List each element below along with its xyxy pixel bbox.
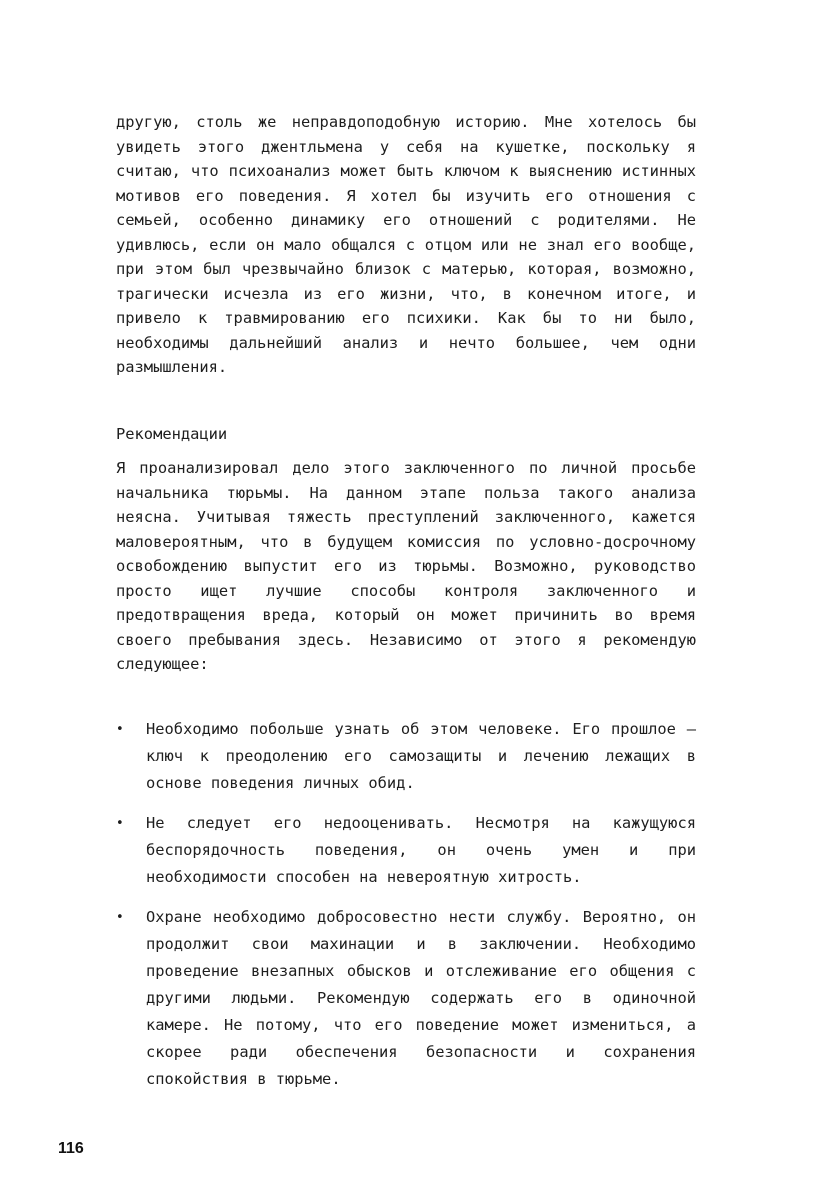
list-item-text: Необходимо побольше узнать об этом человеке. Его прошлое — ключ к преодолению его самозащиты и лечению лежащих в основе поведения личных обид. xyxy=(146,720,696,792)
section-heading: Рекомендации xyxy=(116,425,228,443)
body-paragraph-intro: другую, столь же неправдоподобную историю. Мне хотелось бы увидеть этого джентльмена у себя на кушетке, поскольку я считаю, что психоанализ может быть ключом к выяснению истинных мотивов его поведения. Я хотел бы изучить его отношения с семьей, особенно динамику его отношений с родителями. Не удивлюсь, если он мало общался с отцом или не знал его вообще, при этом был чрезвычайно близок с матерью, которая, возможно, трагически исчезла из его жизни, что, в конечном итоге, и привело к травмированию его психики. Как бы то ни было, необходимы дальнейший анализ и нечто большее, чем одни размышления. xyxy=(116,113,696,376)
list-item xyxy=(116,810,696,891)
bullet-icon: • xyxy=(116,910,124,925)
page-number: 116 xyxy=(58,1140,84,1157)
recommendation-list xyxy=(116,716,696,1093)
body-paragraph-recommendations: Я проанализировал дело этого заключенного по личной просьбе начальника тюрьмы. На данном этапе польза такого анализа неясна. Учитывая тяжесть преступлений заключенного, кажется маловероятным, что в будущем комиссия по условно-досрочному освобождению выпустит его из тюрьмы. Возможно, руководство просто ищет лучшие способы контроля заключенного и предотвращения вреда, который он может причинить во время своего пребывания здесь. Независимо от этого я рекомендую следующее: xyxy=(116,459,696,673)
list-item-text: Не следует его недооценивать. Несмотря на кажущуюся беспорядочность поведения, он очень умен и при необходимости способен на невероятную хитрость. xyxy=(146,814,696,886)
list-item-text: Охране необходимо добросовестно нести службу. Вероятно, он продолжит свои махинации и в заключении. Необходимо проведение внезапных обысков и отслеживание его общения с другими людьми. Рекомендую содержать его в одиночной камере. Не потому, что его поведение может измениться, а скорее ради обеспечения безопасности и сохранения спокойствия в тюрьме. xyxy=(146,908,696,1088)
list-item xyxy=(116,716,696,797)
bullet-icon: • xyxy=(116,722,124,737)
bullet-icon: • xyxy=(116,816,124,831)
list-item xyxy=(116,904,696,1093)
